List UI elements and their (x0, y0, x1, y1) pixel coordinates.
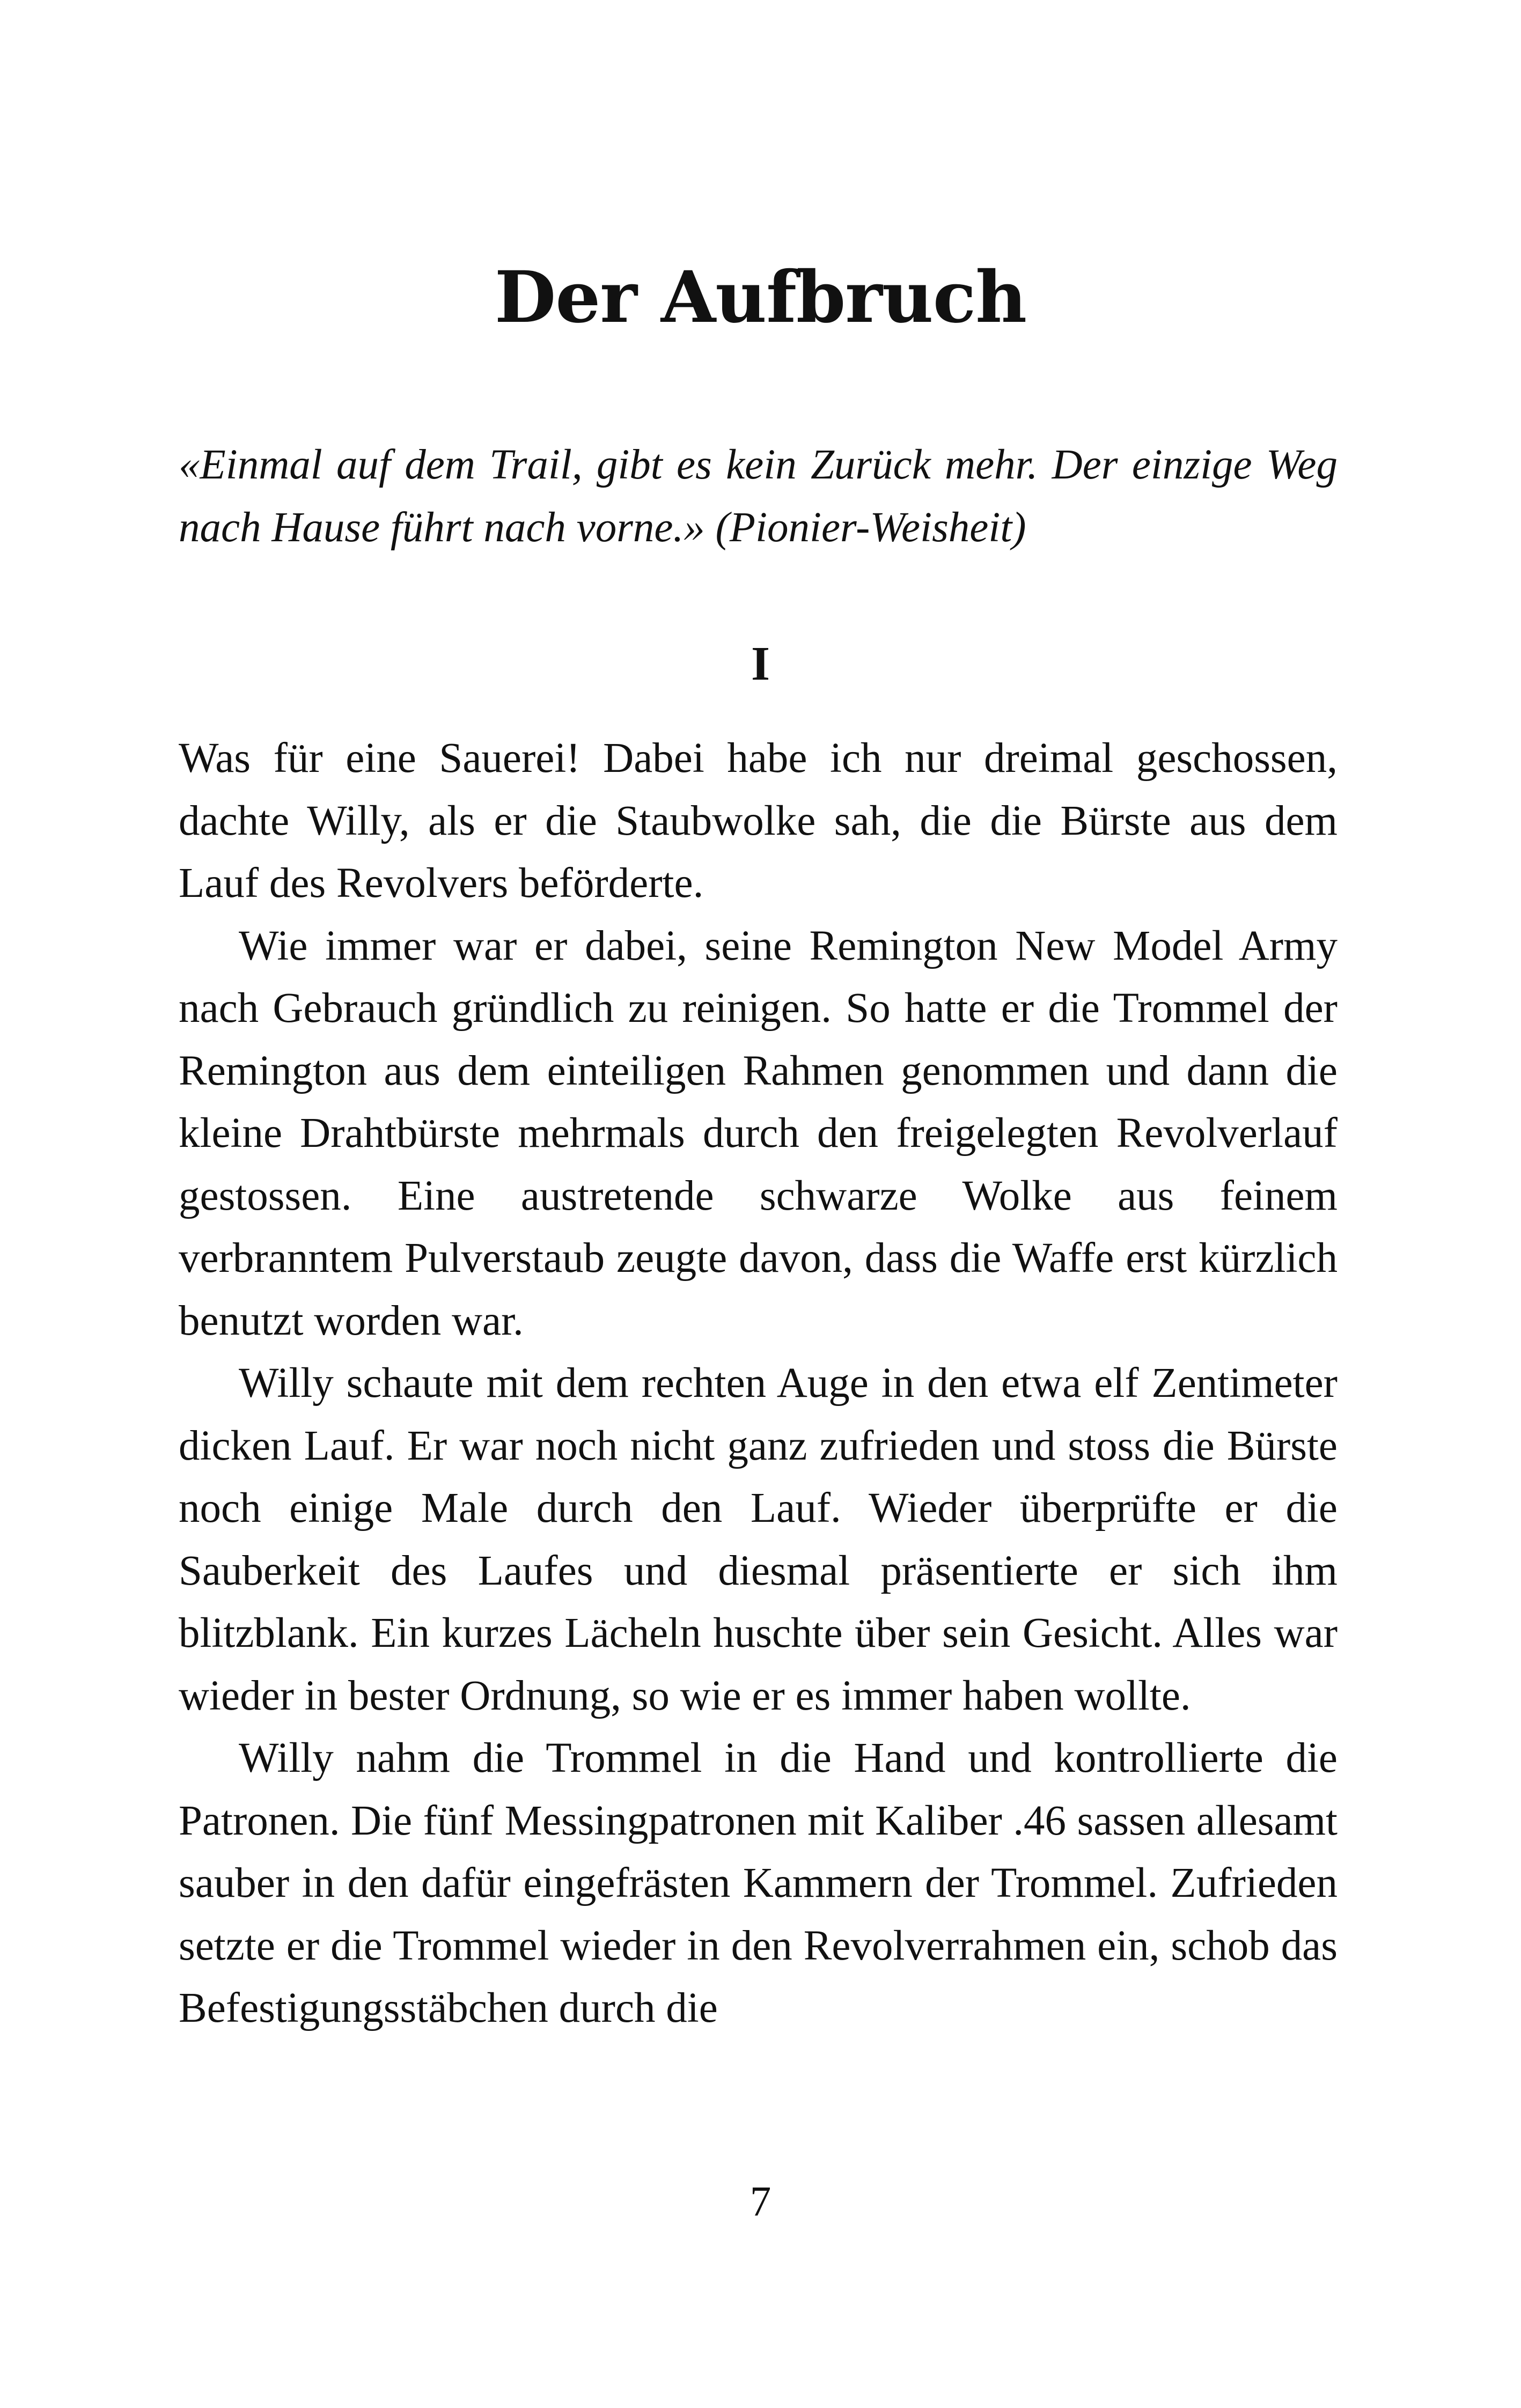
body-text (179, 727, 1338, 2040)
paragraph-4: Willy nahm die Trommel in die Hand und kontrollierte die Patronen. Die fünf Messingpatronen mit Kaliber .46 sassen allesamt sauber in den dafür eingefrästen Kammern der Trommel. Zufrieden setzte er die Trommel wieder in den Revolverrahmen ein, schob das Befestigungsstäbchen durch die (179, 1735, 1338, 2031)
paragraph-2: Wie immer war er dabei, seine Remington New Model Army nach Gebrauch gründlich zu reinigen. So hatte er die Trommel der Remington aus dem einteiligen Rahmen genommen und dann die kleine Drahtbürste mehrmals durch den freigelegten Revolverlauf gestossen. Eine austretende schwarze Wolke aus feinem verbranntem Pulverstaub zeugte davon, dass die Waffe erst kürzlich benutzt worden war. (179, 922, 1338, 1344)
chapter-title: Der Aufbruch (494, 256, 1027, 339)
paragraph-1: Was für eine Sauerei! Dabei habe ich nur dreimal geschossen, dachte Willy, als er die Staubwolke sah, die die Bürste aus dem Lauf des Revolvers beförderte. (179, 735, 1338, 907)
paragraph-3: Willy schaute mit dem rechten Auge in den etwa elf Zentimeter dicken Lauf. Er war noch nicht ganz zufrieden und stoss die Bürste noch einige Male durch den Lauf. Wieder überprüfte er die Sauberkeit des Laufes und diesmal präsentierte er sich ihm blitzblank. Ein kurzes Lächeln huschte über sein Gesicht. Alles war wieder in bester Ordnung, so wie er es immer haben wollte. (179, 1360, 1338, 1719)
epigraph-quote: «Einmal auf dem Trail, gibt es kein Zurück mehr. Der einzige Weg nach Hause führt nach vorne.» (Pionier-Weisheit) (179, 441, 1338, 551)
section-numeral: I (751, 637, 770, 690)
page-number: 7 (750, 2178, 771, 2225)
